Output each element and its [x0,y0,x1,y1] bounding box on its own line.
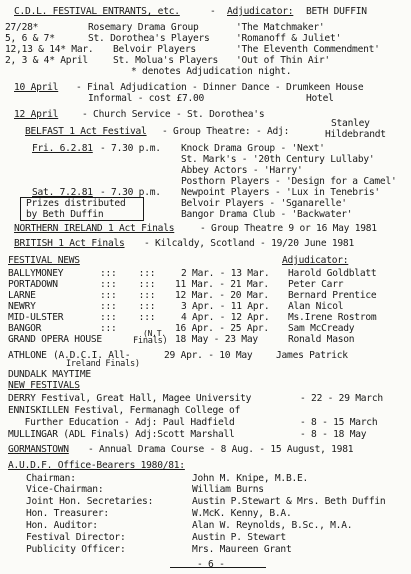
audf-role: Joint Hon. Secretaries: [26,496,154,507]
news-adj: Sam McCready [288,323,355,334]
entrant-group: St. Dorothea's Players [88,33,210,44]
news-adj: Ronald Mason [288,334,355,345]
prizes-line1: Prizes distributed [26,198,126,209]
news-dates: 2 Mar. - 13 Mar. [181,268,270,279]
news-dates: 11 Mar. - 21 Mar. [175,279,269,290]
header-adj-label: Adjudicator: [227,6,294,17]
final-date: 10 April [14,82,59,93]
fri-entry: St. Mark's - '20th Century Lullaby' [181,154,375,165]
news-adj: Alan Nicol [288,301,344,312]
news-athlone-org2: Ireland Finals) [66,359,140,369]
news-place: BALLYMONEY [8,268,64,279]
sat-entry: Belvoir Players - 'Sganarelle' [181,198,347,209]
prizes-line2: by Beth Duffin [26,209,104,220]
news-dots: ::: ::: [100,279,156,290]
new-festivals-title: NEW FESTIVALS [8,380,80,391]
audf-role: Hon. Auditor: [26,520,98,531]
news-dates: 12 Mar. - 20 Mar. [175,290,269,301]
entrant-play: 'The Eleventh Commendment' [236,44,380,55]
entrant-play: 'The Matchmaker' [236,22,325,33]
gormanstown-title: GORMANSTOWN [8,444,69,455]
asterisk-note: * denotes Adjudication night. [131,66,292,77]
belfast-title: BELFAST 1 Act Festival [25,126,147,137]
entrant-group: Rosemary Drama Group [88,22,199,33]
sat-entry: Bangor Drama Club - 'Backwater' [181,209,353,220]
entrant-group: St. Molua's Players [113,55,218,66]
fri-date: Fri. 6.2.81 [32,143,93,154]
news-dots: ::: ::: [100,268,156,279]
header-title: C.D.L. FESTIVAL ENTRANTS, etc. [14,6,180,17]
fri-time: - 7.30 p.m. [100,143,161,154]
church-text: - Church Service - St. Dorothea's [82,109,265,120]
entrant-date: 12,13 & 14* Mar. [5,44,94,55]
audf-name: William Burns [192,484,264,495]
news-athlone-org: (A.D.C.I. All- [53,350,131,361]
audf-role: Hon. Treasurer: [26,508,109,519]
entrant-play: 'Out of Thin Air' [236,55,330,66]
entrant-date: 27/28* [5,22,39,33]
belfast-text: - Group Theatre: - Adj: [162,126,290,137]
news-dates: 29 Apr. - 10 May [164,350,253,361]
header-adj-name: BETH DUFFIN [306,6,367,17]
audf-role: Publicity Officer: [26,544,126,555]
news-place: PORTADOWN [8,279,58,290]
news-place: ATHLONE [8,350,47,361]
brit-finals-title: BRITISH 1 Act Finals [14,238,125,249]
sat-date: Sat. 7.2.81 [32,187,93,198]
audf-name: John M. Knipe, M.B.E. [192,473,309,484]
fri-entry: Abbey Actors - 'Harry' [181,165,303,176]
audf-name: Mrs. Maureen Grant [192,544,292,555]
news-adj: Bernard Prentice [288,290,377,301]
news-adj-header: Adjudicator: [282,255,349,266]
ni-finals-text: - Group Theatre 9 or 16 May 1981 [200,223,377,234]
sat-entry: Newpoint Players - 'Lux in Tenebris' [181,187,380,198]
news-dates: 3 Apr. - 11 Apr. [181,301,270,312]
news-nt: (N.T. [143,329,166,338]
page-number: - 6 - [197,559,225,570]
news-dates: 16 Apr. - 25 Apr. [175,323,269,334]
belfast-adj1: Stanley [331,118,370,129]
new-festival-row: DERRY Festival, Great Hall, Magee University [8,393,252,404]
belfast-adj2: Hildebrandt [325,129,386,140]
entrant-date: 5, 6 & 7* [5,33,55,44]
news-adj: Harold Goldblatt [288,268,377,279]
final-text: - Final Adjudication - Dinner Dance - Drumkeen House [76,82,364,93]
new-festival-row: ENNISKILLEN Festival, Fermanagh College of [8,405,241,416]
news-dots: ::: [100,323,117,334]
brit-finals-text: - Kilcaldy, Scotland - 19/20 June 1981 [144,238,354,249]
news-place: BANGOR [8,323,42,334]
entrant-date: 2, 3 & 4* April [5,55,88,66]
audf-role: Festival Director: [26,532,126,543]
audf-name: Alan W. Reynolds, B.Sc., M.A. [192,520,353,531]
audf-name: Austin P. Stewart [192,532,286,543]
church-date: 12 April [14,109,59,120]
new-festival-dates: - 22 - 29 March [300,393,383,404]
sat-time: - 7.30 p.m. [100,187,161,198]
gormanstown-text: - Annual Drama Course - 8 Aug. - 15 August, 1981 [88,444,354,455]
fri-entry: Posthorn Players - 'Design for a Camel' [181,176,397,187]
audf-role: Vice-Chairman: [26,484,104,495]
header-sep: - [210,6,216,17]
new-festival-row: Further Education - Adj: Paul Hadfield [8,417,235,428]
news-dots: ::: ::: [100,290,156,301]
news-place: GRAND OPERA HOUSE [8,334,102,345]
news-place: NEWRY [8,301,36,312]
audf-name: W.McK. Kenny, B.A. [192,508,292,519]
entrant-group: Belvoir Players [113,44,196,55]
audf-name: Austin P.Stewart & Mrs. Beth Duffin [192,496,386,507]
news-adj: James Patrick [276,350,348,361]
news-dundalk: DUNDALK MAYTIME [8,369,91,380]
news-dots: ::: ::: [100,312,156,323]
fri-entry: Knock Drama Group - 'Next' [181,143,325,154]
news-finals: Finals) [133,336,168,346]
new-festival-row: MULLINGAR (ADL Finals) Adj:Scott Marshall [8,429,235,440]
final-text2: Informal - cost £7.00 [88,93,205,104]
news-title: FESTIVAL NEWS [8,255,80,266]
entrant-play: 'Romanoff & Juliet' [236,33,341,44]
news-dates: 4 Apr. - 12 Apr. [181,312,270,323]
ni-finals-title: NORTHERN IRELAND 1 Act Finals [14,223,175,234]
news-place: MID-ULSTER [8,312,64,323]
new-festival-dates: - 8 - 15 March [300,417,378,428]
final-place2: Hotel [306,93,334,104]
audf-role: Chairman: [26,473,76,484]
news-adj: Peter Carr [288,279,344,290]
news-dots: ::: ::: [100,301,156,312]
new-festival-dates: - 8 - 18 May [300,429,367,440]
news-adj: Ms.Irene Rostrom [288,312,377,323]
audf-title: A.U.D.F. Office-Bearers 1980/81: [8,460,185,471]
news-place: LARNE [8,290,36,301]
news-dates: 18 May - 23 May [175,334,258,345]
